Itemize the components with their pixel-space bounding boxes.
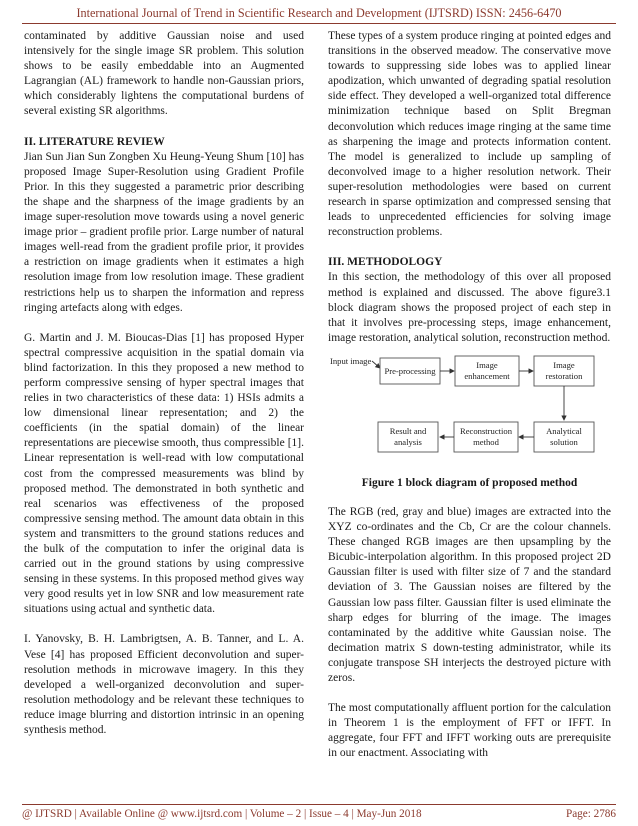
svg-text:enhancement: enhancement: [464, 370, 510, 381]
right-column: [328, 29, 611, 776]
page-number: Page: 2786: [565, 808, 616, 820]
svg-text:Pre-processing: Pre-processing: [384, 365, 436, 376]
svg-text:Analytical: Analytical: [546, 425, 582, 436]
input-image-label: Input image: [330, 355, 372, 366]
result-box: [378, 422, 438, 452]
restoration-box: [534, 356, 594, 386]
enhancement-box: [455, 356, 519, 386]
journal-header: International Journal of Trend in Scientific Research and Development (IJTSRD) ISSN: 2456-6470: [76, 6, 562, 20]
block-diagram-figure: [328, 352, 611, 470]
paragraph-ringing: These types of a system produce ringing at pointed edges and transitions in the observed meadow. The conservative move towards to suppressing side lobes was to applied linear apodization, which unwanted of degrading spatial resolution side effect. They developed a well-organized total difference minimization technique based on Split Bregman deconvolution which reduces image ringing at the same time as sharpening the image and protects information content. The model is generalized to include up sampling of deconvolved image to a higher resolution network. Their super-resolution methodologies were based on current research in sparse optimization and compressed sensing that leads to unprecedented efficiencies for solving image reconstruction problems.: [328, 30, 611, 239]
footer-citation: @ IJTSRD | Available Online @ www.ijtsrd.com | Volume – 2 | Issue – 4 | May-Jun 2018: [22, 808, 422, 820]
preprocessing-box: [380, 358, 440, 384]
block-diagram: [328, 352, 611, 470]
paragraph-martin-bioucas: G. Martin and J. M. Bioucas-Dias [1] has proposed Hyper spectral compressive acquisition in the spatial domain via blind factorization. In this they proposed a new method to perform compressive sensing of hyper spectral images that relies in two characteristics of these data: 1) HSIs admits a low dimensional linear representation; and 2) the coefficients (in the spatial domain) of the linear representations are piecewise smooth, thus compressible [1]. Linear representation is well-read with low computational cost from the compressed measurements was blind by proposed method. The demonstrated in both synthetic and real scenarios was effectiveness of the proposed compressive sensing method. The amount data obtain in this system and transmitters to the ground stations reduces and the bulk of the computation to infer the original data is carried out in the ground stations by using compressive sensing in these systems. In this proposed method gives way very good results yet in low SNR and low measurement rate situations using actual and synthetic data.: [24, 331, 304, 616]
svg-text:Image: Image: [476, 359, 498, 370]
header-rule: [22, 23, 616, 24]
analytical-box: [534, 422, 594, 452]
reconstruction-box: [454, 422, 518, 452]
paragraph-methodology: In this section, the methodology of this over all proposed method is explained and discussed. The above figure3.1 block diagram shows the proposed project of each step in that it involves pre-processing steps, image enhancement, image restoration, analytical solution, reconstruction method.: [328, 271, 611, 344]
svg-text:Result and: Result and: [389, 425, 427, 436]
paragraph-sun-shum: Jian Sun Jian Sun Zongben Xu Heung-Yeung Shum [10] has proposed Image Super-Resolution using Gradient Profile Prior. In this they suggested a parametric prior describing the shape and the sharpness of the image gradients by an image super-resolution move towards using a novel generic image prior – gradient profile prior. Large number of natural images well-read from the gradient profile prior, it provides a restriction on image gradients when it estimates a high resolution image from low resolution image. These gradient restrictions help us to sharpen the information and repress ringing artefacts along with edges.: [24, 150, 304, 314]
paragraph-fft: The most computationally affluent portion for the calculation in Theorem 1 is the employment of FFT or IFFT. In aggregate, four FFT and IFFT working outs are prerequisite in our enactment. Associating with: [328, 702, 611, 760]
svg-text:method: method: [473, 436, 499, 447]
paragraph-rgb: The RGB (red, gray and blue) images are extracted into the XYZ co-ordinates and the Cb, Cr are the colour channels. These changed RGB images are then upsampling by the Bicubic-interpolation algorithm. In this proposed project 2D Gaussian filter is used with filter size of 7 and the standard deviation of 3. The Gaussian noises are filtered by the Gaussian low pass filter. Gaussian filter is used eliminate the sharp edges for blurring of the image. The images contaminated by the additive white Gaussian noise. The decimation matrix S down-testing administrator, while its conjugate transpose SH interjects the destroyed picture with zeros.: [328, 505, 611, 684]
svg-text:Reconstruction: Reconstruction: [459, 425, 513, 436]
svg-text:restoration: restoration: [545, 370, 583, 381]
paragraph-yanovsky: I. Yanovsky, B. H. Lambrigtsen, A. B. Tanner, and L. A. Vese [4] has proposed Efficient deconvolution and super-resolution methods in microwave imagery. In this they developed a well-organized deconvolution and super-resolution methodology and be relevant these techniques to reduce image blurring and distortion intrinsic in an opening synthesis method.: [24, 633, 304, 737]
svg-text:solution: solution: [550, 436, 578, 447]
footer: [22, 808, 616, 820]
figure-caption: Figure 1 block diagram of proposed method: [361, 476, 578, 489]
footer-rule: [22, 804, 616, 805]
svg-text:analysis: analysis: [394, 436, 422, 447]
methodology-heading: III. METHODOLOGY: [328, 256, 443, 269]
svg-text:Image: Image: [553, 359, 575, 370]
literature-review-heading: II. LITERATURE REVIEW: [24, 135, 165, 148]
intro-paragraph: contaminated by additive Gaussian noise and used intensively for the single image SR problem. This solution shows to be easily embeddable into an Augmented Lagrangian (AL) framework to handle non-Gaussian priors, which considerably lightens the computational burdens of several existing SR algorithms.: [24, 30, 304, 118]
arrow-input: [372, 361, 380, 368]
left-column: [24, 29, 304, 753]
